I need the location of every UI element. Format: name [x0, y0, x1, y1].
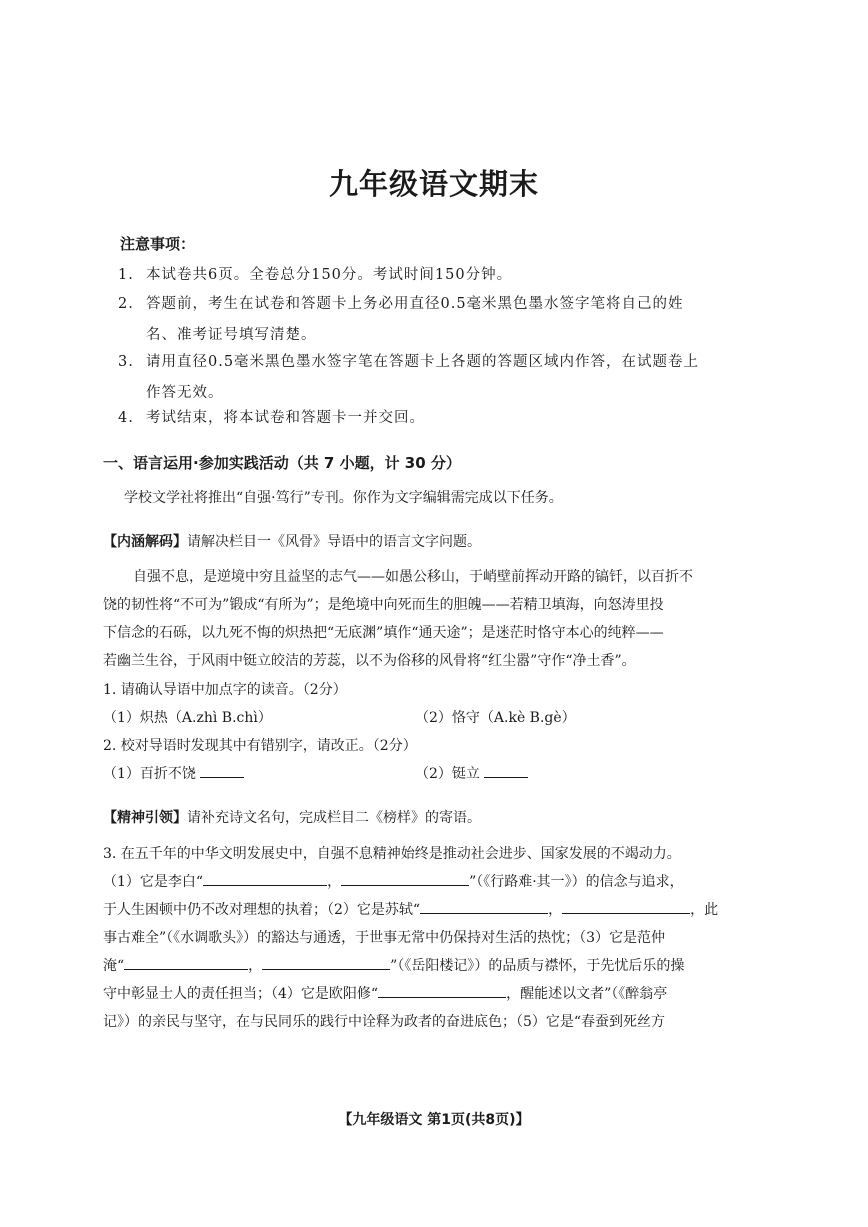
question-1-option-1: （1）炽热（A.zhì B.chì）	[103, 710, 272, 726]
answer-blank[interactable]	[562, 901, 690, 914]
q3-text: 于人生困顿中仍不改对理想的执着；（2）它是苏轼“	[103, 902, 421, 918]
q3-text: ，	[327, 874, 342, 890]
task-tag: 【精神引领】	[103, 810, 187, 826]
answer-blank[interactable]	[378, 985, 506, 998]
section-intro: 学校文学社将推出“自强·笃行”专刊。你作为文字编辑需完成以下任务。	[124, 490, 563, 506]
notice-item-2-cont: 名、准考证号填写清楚。	[146, 327, 317, 343]
question-3-line-7: 记》）的亲民与坚守，在与民同乐的践行中诠释为政者的奋进底色；（5）它是“春蚕到死丝方	[103, 1014, 666, 1030]
question-3-line-6	[103, 983, 667, 1003]
answer-blank[interactable]	[124, 957, 248, 970]
q3-text: ”（《行路难·其一》）的信念与追求，	[469, 874, 684, 890]
question-2: 2. 校对导语时发现其中有错别字，请改正。（2分）	[103, 738, 417, 754]
task-1	[103, 531, 481, 551]
notice-heading: 注意事项：	[120, 235, 196, 253]
q3-text: （1）它是李白“	[103, 874, 204, 890]
notice-item-2	[118, 294, 684, 314]
notice-item-4	[118, 408, 425, 428]
answer-blank[interactable]	[341, 873, 469, 886]
question-3-line-5	[103, 955, 684, 975]
question-3-line-2	[103, 871, 684, 891]
notice-item-3-cont: 作答无效。	[146, 385, 224, 401]
notice-item-text: 答题前，考生在试卷和答题卡上务必用直径0.5毫米黑色墨水签字笔将自己的姓	[146, 296, 684, 312]
notice-item-number: 3.	[118, 354, 134, 370]
answer-blank[interactable]	[203, 873, 327, 886]
notice-item-text: 请用直径0.5毫米黑色墨水签字笔在答题卡上各题的答题区域内作答，在试题卷上	[146, 354, 700, 370]
question-3-line-4: 事古难全”（《水调歌头》）的豁达与通透，于世事无常中仍保持对生活的热忱；（3）它是范仲	[103, 930, 666, 946]
notice-item-number: 4.	[118, 410, 134, 426]
question-3: 3. 在五千年的中华文明发展史中，自强不息精神始终是推动社会进步、国家发展的不竭动力。	[103, 846, 681, 862]
question-3-line-3	[103, 899, 718, 919]
passage-line-1: 自强不息，是逆境中穷且益坚的志气——如愚公移山，于峭壁前挥动开路的镐钎，以百折不	[133, 569, 693, 585]
question-2-option-2	[415, 763, 528, 783]
option-text: （2）铤立	[415, 766, 480, 782]
q3-text: 淹“	[103, 958, 125, 974]
notice-item-text: 本试卷共6页。全卷总分150分。考试时间150分钟。	[146, 267, 513, 283]
q3-text: ”（《岳阳楼记》）的品质与襟怀，于先忧后乐的操	[390, 958, 685, 974]
notice-item-text: 考试结束，将本试卷和答题卡一并交回。	[146, 410, 425, 426]
answer-blank[interactable]	[200, 765, 244, 778]
answer-blank[interactable]	[262, 957, 390, 970]
passage-line-3: 下信念的石砾，以九死不悔的炽热把“无底渊”填作“通天途”；是迷茫时恪守本心的纯粹——	[103, 625, 664, 641]
q3-text: ，	[248, 958, 263, 974]
question-1-option-2: （2）恪守（A.kè B.gè）	[415, 710, 576, 726]
task-tag: 【内涵解码】	[103, 534, 187, 550]
page-footer: 【九年级语文 第1页(共8页)】	[338, 1112, 530, 1128]
q3-text: ，此	[690, 902, 719, 918]
notice-item-1	[118, 265, 512, 285]
notice-item-3	[118, 352, 699, 372]
question-1: 1. 请确认导语中加点字的读音。（2分）	[103, 682, 347, 698]
notice-item-number: 1.	[118, 267, 134, 283]
option-text: （1）百折不饶	[103, 766, 196, 782]
answer-blank[interactable]	[420, 901, 548, 914]
q3-text: 守中彰显士人的责任担当；（4）它是欧阳修“	[103, 986, 379, 1002]
page-title: 九年级语文期末	[328, 167, 539, 201]
section-heading: 一、语言运用·参加实践活动（共 7 小题，计 30 分）	[103, 454, 461, 472]
task-text: 请解决栏目一《风骨》导语中的语言文字问题。	[187, 534, 481, 550]
task-text: 请补充诗文名句，完成栏目二《榜样》的寄语。	[187, 810, 481, 826]
q3-text: ，	[548, 902, 563, 918]
answer-blank[interactable]	[484, 765, 528, 778]
q3-text: ，醒能述以文者”（《醉翁亭	[506, 986, 668, 1002]
question-2-option-1	[103, 763, 244, 783]
passage-line-2: 饶的韧性将“不可为”锻成“有所为”；是绝境中向死而生的胆魄——若精卫填海，向怒涛里投	[103, 597, 664, 613]
notice-item-number: 2.	[118, 296, 134, 312]
passage-line-4: 若幽兰生谷，于风雨中铤立皎洁的芳蕊，以不为俗移的风骨将“红尘嚣”守作“净土香”。	[103, 653, 636, 669]
task-2	[103, 807, 481, 827]
